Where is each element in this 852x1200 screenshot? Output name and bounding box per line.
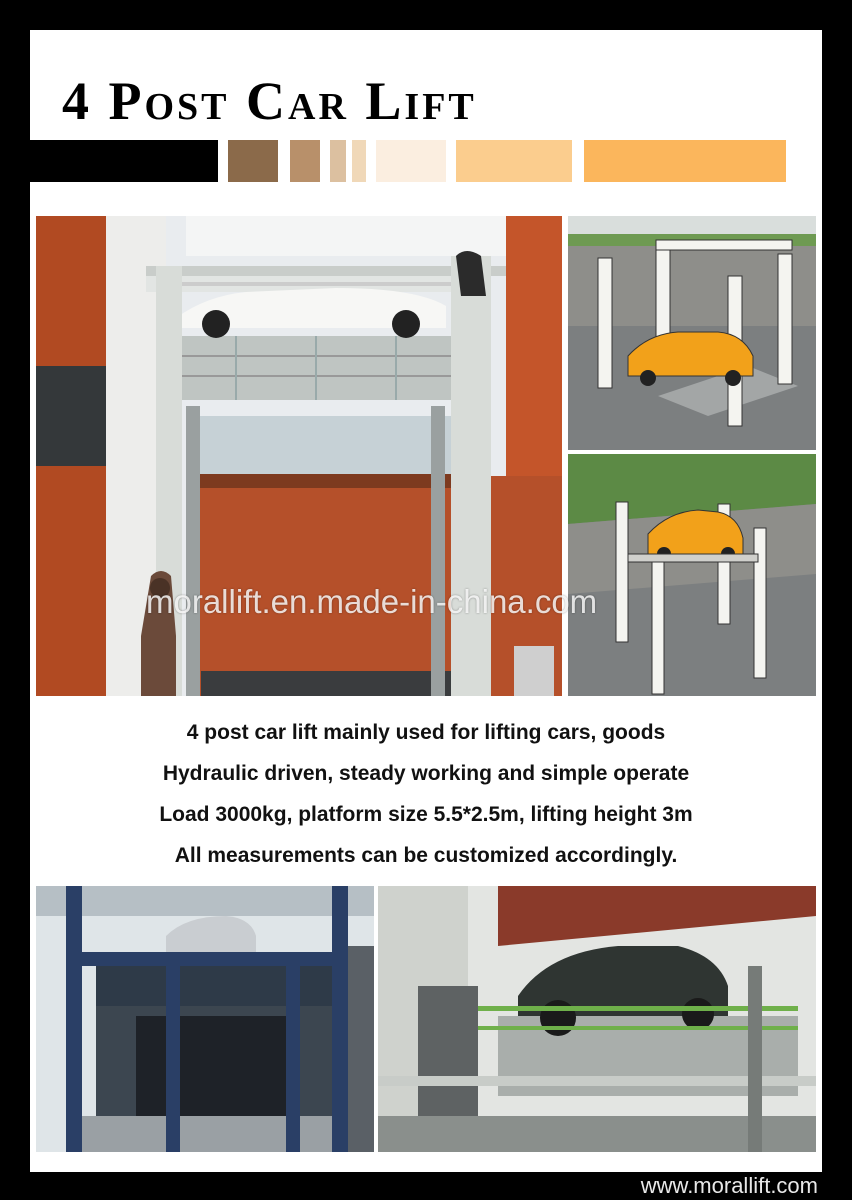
diagram-lift-raised bbox=[568, 454, 816, 696]
footer-website-url: www.morallift.com bbox=[640, 1173, 818, 1198]
bottom-left-lift-photo bbox=[36, 886, 374, 1152]
description-line-3: Load 3000kg, platform size 5.5*2.5m, lifting height 3m bbox=[159, 803, 693, 826]
color-bar-tan bbox=[290, 140, 320, 182]
description-line-1: 4 post car lift mainly used for lifting cars, goods bbox=[186, 721, 666, 744]
bottom-right-lift-photo bbox=[378, 886, 816, 1152]
color-bar-brown bbox=[228, 140, 278, 182]
color-bar-beige bbox=[352, 140, 366, 182]
color-bar-orange bbox=[584, 140, 786, 182]
color-bar-peach bbox=[456, 140, 572, 182]
color-bar-sand bbox=[330, 140, 346, 182]
diagram-lift-lowered bbox=[568, 216, 816, 450]
poster-title: 4 Post Car Lift bbox=[62, 71, 477, 131]
description-line-2: Hydraulic driven, steady working and simple operate bbox=[162, 762, 690, 785]
description-block bbox=[30, 712, 822, 876]
color-bar-black bbox=[30, 140, 218, 182]
description-line-4: All measurements can be customized accordingly. bbox=[174, 844, 678, 867]
main-lift-photo bbox=[36, 216, 562, 696]
watermark-text: morallift.en.made-in-china.com bbox=[146, 583, 598, 620]
color-bar-cream bbox=[376, 140, 446, 182]
